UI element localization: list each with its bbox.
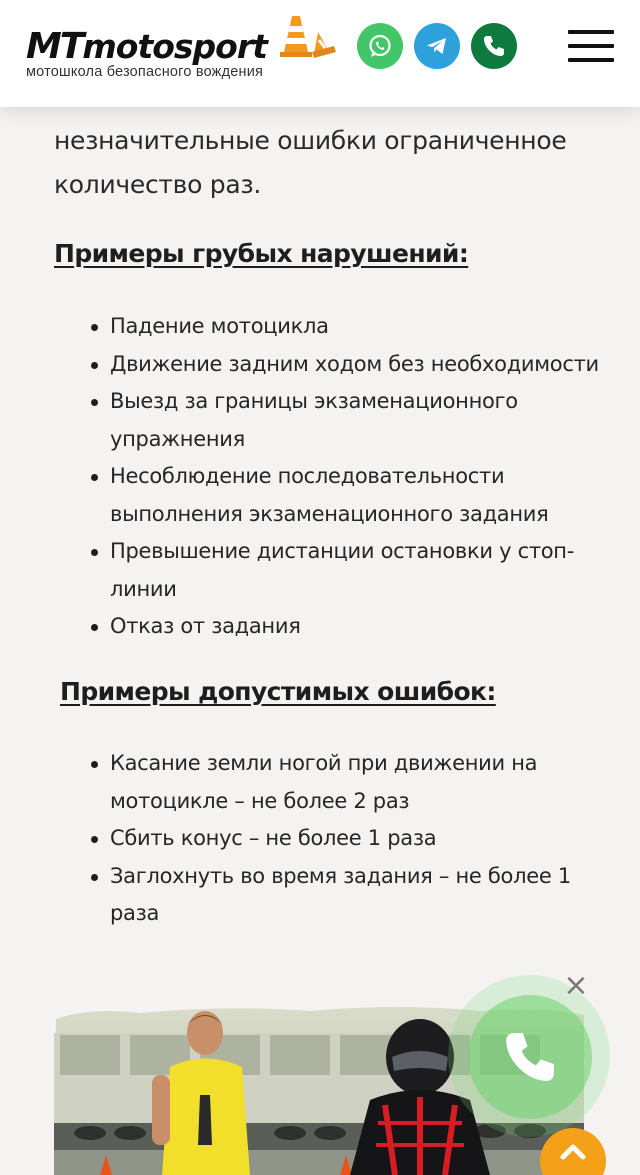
list-item: Заглохнуть во время задания – не более 1 раза: [110, 858, 600, 933]
list-item: Движение задним ходом без необходимости: [110, 346, 600, 384]
telegram-button[interactable]: [414, 23, 460, 69]
list-item: Превышение дистанции остановки у стоп-линии: [110, 533, 600, 608]
close-icon[interactable]: ×: [563, 968, 589, 1003]
list-item: Сбить конус – не более 1 раза: [110, 820, 600, 858]
logo-wordmark: MTmotosport: [26, 26, 267, 67]
phone-button[interactable]: [471, 23, 517, 69]
list-item: Выезд за границы экзаменационного упражнения: [110, 383, 600, 458]
list-item: Несоблюдение последовательности выполнения экзаменационного задания: [110, 458, 600, 533]
chevron-up-icon: [560, 1142, 586, 1160]
phone-icon: [499, 1026, 561, 1088]
allowed-errors-list: [110, 745, 600, 933]
gross-violations-list: [110, 308, 600, 646]
allowed-errors-heading: Примеры допустимых ошибок:: [60, 677, 496, 706]
phone-icon: [481, 33, 507, 59]
intro-paragraph: незначительные ошибки ограниченное количество раз.: [54, 126, 567, 199]
logo-tagline: мотошкола безопасного вождения: [26, 64, 264, 80]
whatsapp-icon: [367, 33, 393, 59]
hamburger-menu-icon[interactable]: [568, 30, 614, 62]
list-item: Касание земли ногой при движении на мотоцикле – не более 2 раз: [110, 745, 600, 820]
callback-button[interactable]: [468, 995, 592, 1119]
site-header: [0, 0, 640, 107]
list-item: Отказ от задания: [110, 608, 600, 646]
list-item: Падение мотоцикла: [110, 308, 600, 346]
traffic-cones-icon: [278, 12, 338, 68]
site-logo[interactable]: [24, 12, 344, 82]
telegram-icon: [424, 33, 450, 59]
whatsapp-button[interactable]: [357, 23, 403, 69]
gross-violations-heading: Примеры грубых нарушений:: [54, 239, 469, 268]
